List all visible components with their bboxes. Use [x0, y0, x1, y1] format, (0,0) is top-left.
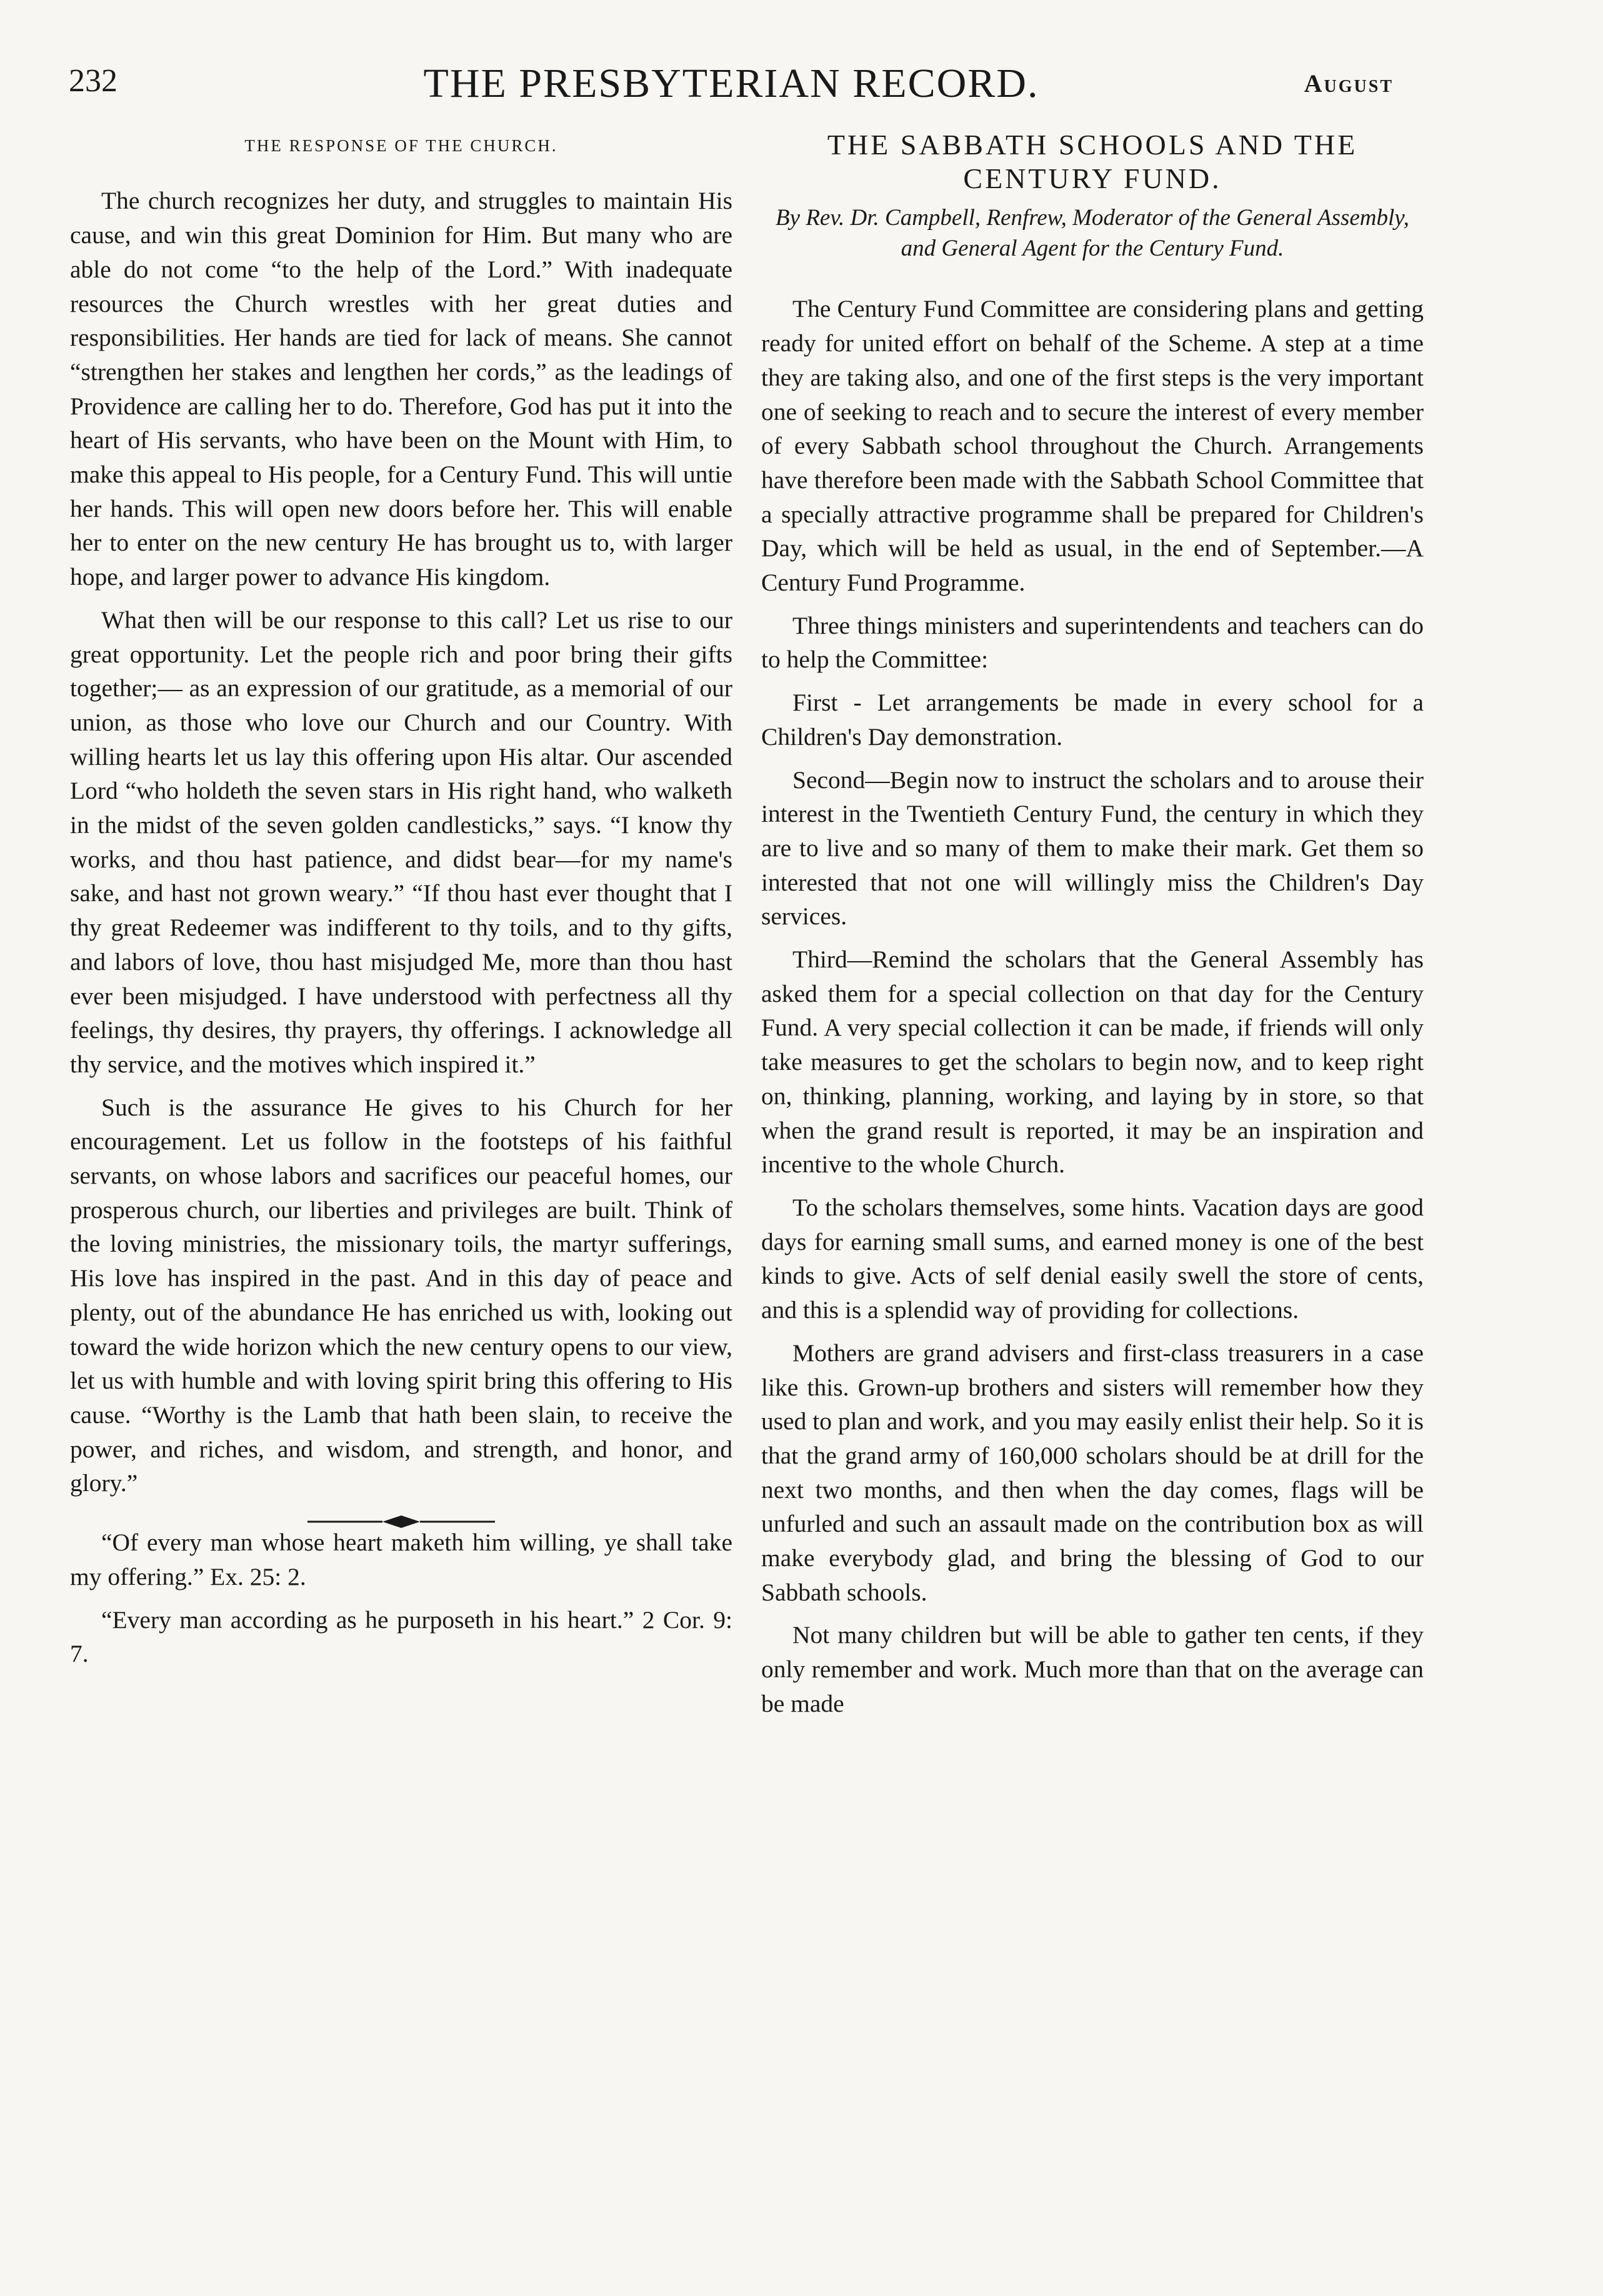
article-paragraph: Such is the assurance He gives to his Church for her encouragement. Let us follow in the footsteps of his faithful servants, on whose labors and sacrifices our peaceful homes, our prosperous church, our liberties and privileges are built. Think of the loving ministries, the missionary toils, the martyr sufferings, His love has inspired in the past. And in this day of peace and plenty, out of the abundance He has enriched us with, looking out toward the wide horizon which the new century opens to our view, let us with humble and with loving spirit bring this offering to His cause. “Worthy is the Lamb that hath been slain, to receive the power, and riches, and wisdom, and strength, and honor, and glory.”: [70, 1093, 732, 1497]
section-heading-response: THE RESPONSE OF THE CHURCH.: [244, 136, 558, 155]
page-number: 232: [69, 63, 117, 99]
article-paragraph: Second—Begin now to instruct the scholars and to arouse their interest in the Twentieth Century Fund, the century in which they are to live and so many of them to make their mark. Get them so interested that not one will willingly miss the Children's Day services.: [761, 766, 1424, 931]
issue-month: August: [1304, 69, 1394, 97]
left-column: [70, 134, 732, 1671]
article-paragraph: Third—Remind the scholars that the General Assembly has asked them for a special collection on that day for the Century Fund. A very special collection it can be made, if friends will only take measures to get the scholars to begin now, and to keep right on, thinking, planning, working, and laying by in store, so that when the grand result is reported, it may be an inspiration and incentive to the whole Church.: [761, 946, 1424, 1179]
section-heading-sabbath-schools: THE SABBATH SCHOOLS AND THE CENTURY FUND.: [827, 129, 1358, 195]
author-byline: By Rev. Dr. Campbell, Renfrew, Moderator of the General Assembly, and General Agent for the Century Fund.: [776, 204, 1409, 262]
article-paragraph: First - Let arrangements be made in every school for a Children's Day demonstration.: [761, 689, 1424, 751]
article-paragraph: Mothers are grand advisers and first-class treasurers in a case like this. Grown-up brothers and sisters will remember how they used to plan and work, and you may easily enlist their help. So it is that the grand army of 160,000 scholars should be at drill for the next two months, and then when the day comes, flags will be unfurled and such an assault made on the contribution box as will make everybody glad, and bring the blessing of God to our Sabbath schools.: [761, 1339, 1424, 1606]
article-paragraph: Three things ministers and superintendents and teachers can do to help the Committee:: [761, 611, 1424, 674]
right-column: [761, 129, 1424, 1721]
page-header: [69, 60, 1394, 110]
article-paragraph: The church recognizes her duty, and struggles to maintain His cause, and win this great Dominion for Him. But many who are able do not come “to the help of the Lord.” With inadequate resources the Church wrestles with her great duties and responsibilities. Her hands are tied for lack of means. She cannot “strengthen her stakes and lengthen her cords,” as the leadings of Providence are calling her to do. Therefore, God has put it into the heart of His servants, who have been on the Mount with Him, to make this appeal to His people, for a Century Fund. This will untie her hands. This will open new doors before her. This will enable her to enter on the new century He has brought us to, with larger hope, and larger power to advance His kingdom.: [70, 187, 732, 591]
article-paragraph: What then will be our response to this call? Let us rise to our great opportunity. Let the people rich and poor bring their gifts together;— as an expression of our gratitude, as a memorial of our union, as those who love our Church and our Country. With willing hearts let us lay this offering upon His altar. Our ascended Lord “who holdeth the seven stars in His right hand, who walketh in the midst of the seven golden candlesticks,” says. “I know thy works, and thou hast patience, and didst bear—for my name's sake, and hast not grown weary.” “If thou hast ever thought that I thy great Redeemer was indifferent to thy toils, and to thy gifts, and labors of love, thou hast misjudged Me, more than thou hast ever been misjudged. I have understood with perfectness all thy feelings, thy desires, thy prayers, thy offerings. I acknowledge all thy service, and the motives which inspired it.”: [70, 606, 732, 1078]
scripture-quote: “Of every man whose heart maketh him willing, ye shall take my offering.” Ex. 25: 2.: [70, 1529, 732, 1590]
article-paragraph: The Century Fund Committee are considering plans and getting ready for united effort on behalf of the Scheme. A step at a time they are taking also, and one of the first steps is the very important one of seeking to reach and to secure the interest of every member of every Sabbath school throughout the Church. Arrangements have therefore been made with the Sabbath School Committee that a specially attractive programme shall be prepared for Children's Day, which will be held as usual, in the end of September.—A Century Fund Programme.: [761, 295, 1424, 597]
scripture-quote: “Every man according as he purposeth in his heart.” 2 Cor. 9: 7.: [70, 1605, 732, 1668]
running-title: THE PRESBYTERIAN RECORD.: [423, 61, 1039, 106]
ornament-divider: [70, 1504, 732, 1519]
article-paragraph: Not many children but will be able to gather ten cents, if they only remember and work. Much more than that on the average can be made: [761, 1621, 1424, 1717]
article-paragraph: To the scholars themselves, some hints. Vacation days are good days for earning small sums, and earned money is one of the best kinds to give. Acts of self denial easily swell the store of cents, and this is a splendid way of providing for collections.: [761, 1193, 1424, 1324]
